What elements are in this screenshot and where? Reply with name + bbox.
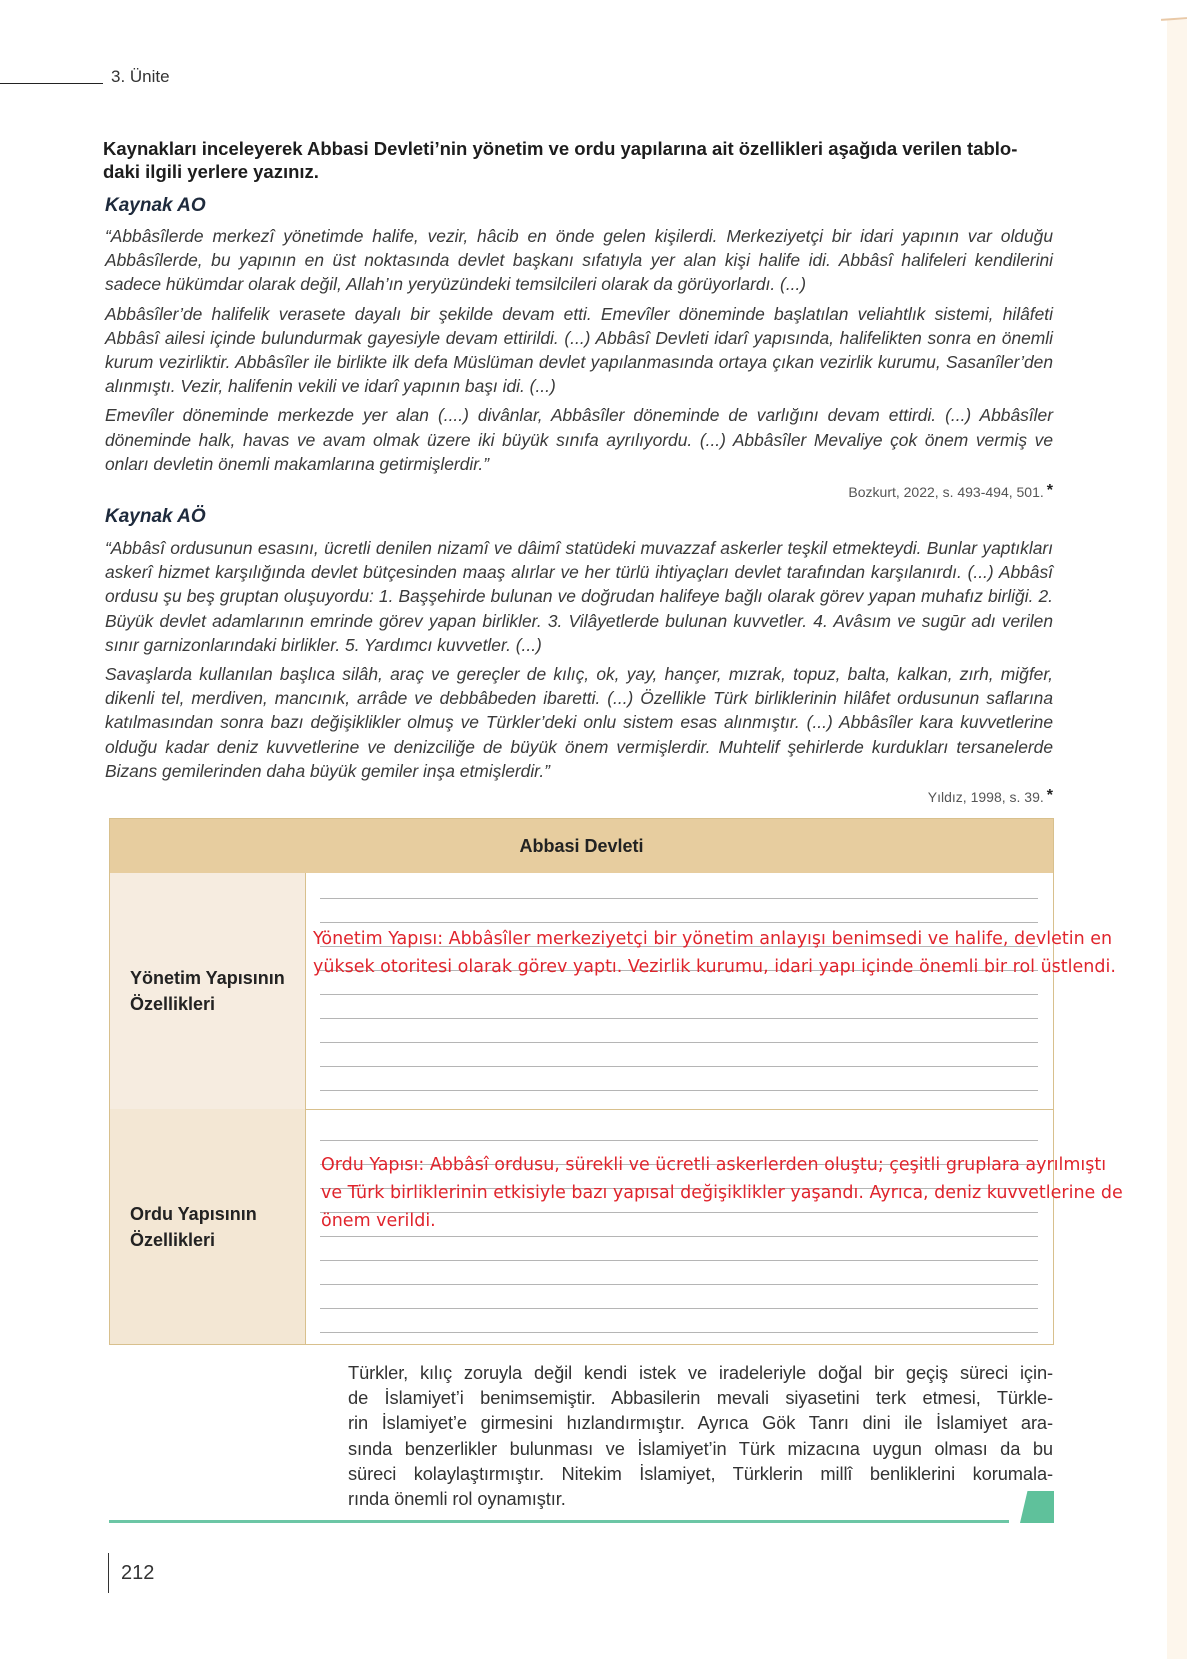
citation-ao — [848, 482, 1053, 500]
page-edge — [1167, 20, 1187, 1659]
table-row-administration — [110, 873, 1116, 1110]
quote-paragraph: Abbâsîler’de halifelik verasete dayalı bir şekilde devam etti. Emevîler döneminde başlatılan veliahtlık sistemi, hilâfeti Abbâsî ailesi içinde bulundurmak gayesiyle devam ettirildi. (...) Abbâsî Devleti idarî yapısında, halifelikten sonra en önemli kurum vezirliktir. Abbâsîler ile birlikte ilk defa Müslüman devlet yapılanmasında ortaya çıkan vezirlik kurumu, Sasanîler’den alınmıştı. Vezir, halifenin vekili ve idarî yapının başı idi. (...) — [105, 303, 1053, 397]
source-title-ao-2: Kaynak AÖ — [105, 506, 206, 527]
writing-line — [320, 1090, 1038, 1091]
quote-paragraph: “Abbâsîlerde merkezî yönetimde halife, vezir, hâcib en önde gelen kişilerdi. Merkeziyetçi bir idari yapının var olduğu Abbâsîlerde, bu yapının en üst noktasında devlet başkanı sıfatıyla yer alan kişi halife idi. Abbâsî halifeleri kendilerini sadece hükümdar olarak değil, Allah’ın yeryüzündeki temsilcileri olarak da görüyorlardı. (...) — [105, 226, 1053, 295]
writing-line — [320, 1018, 1038, 1019]
writing-line — [320, 1140, 1038, 1141]
writing-line — [320, 1260, 1038, 1261]
row-label-army: Ordu Yapısının Özellikleri — [110, 1109, 306, 1344]
writing-line — [320, 1308, 1038, 1309]
writing-line — [320, 1236, 1038, 1237]
source-title-ao: Kaynak AO — [105, 195, 206, 216]
answer-administration[interactable]: Yönetim Yapısı: Abbâsîler merkeziyetçi bir yönetim anlayışı benimsedi ve halife, devletin en yüksek otoritesi olarak görev yaptı. Vezirlik kurumu, idari yapı içinde önemli bir rol üstlendi. — [313, 929, 1116, 977]
table-row-army — [110, 1109, 1123, 1344]
citation-text: Bozkurt, 2022, s. 493-494, 501. — [848, 484, 1044, 500]
writing-line — [320, 994, 1038, 995]
row-label-administration: Yönetim Yapısının Özellikleri — [110, 873, 306, 1109]
citation-mark: * — [1046, 482, 1053, 499]
writing-line — [320, 1066, 1038, 1067]
info-box: Türkler, kılıç zoruyla değil kendi istek ve iradeleriyle doğal bir geçiş süreci için- de İslamiyet’i benimsemiştir. Abbasilerin mevali siyasetini terk etmesi, Türkle- rin İslamiyet’e girmesini hızlandırmıştır. Ayrıca Gök Tanrı dini ile İslamiyet ara- sında benzerlikler bulunması ve İslamiyet’in Türk mizacına uygun olması da bu süreci kolaylaştırmıştır. Nitekim İslamiyet, Türklerin millî benliklerini korumala- rında önemli rol oynamıştır. — [348, 1362, 1053, 1510]
writing-line — [320, 1284, 1038, 1285]
quote-paragraph: Savaşlarda kullanılan başlıca silâh, araç ve gereçler de kılıç, ok, yay, hançer, mızrak, topuz, balta, kalkan, zırh, miğfer, dikenli tel, merdiven, mancınık, arrâde ve debbâbeden ibaretti. (...) Özellikle Türk birliklerinin hilâfet ordusunun saflarına katılmasından sonra bazı değişiklikler olmuş ve Türkler’deki onlu sistem esas alınmıştır. (...) Abbâsîler kara kuvvetlerine olduğu kadar deniz kuvvetlerine ve denizciliğe de büyük önem vermişlerdir. Muhtelif şehirlerde kurdukları tersanelerde Bizans gemilerinden daha büyük gemiler inşa etmişlerdir.” — [105, 664, 1053, 781]
writing-line — [320, 898, 1038, 899]
page-number: 212 — [121, 1562, 155, 1584]
table-header: Abbasi Devleti — [110, 819, 1053, 873]
citation-mark: * — [1046, 787, 1053, 804]
quote-paragraph: “Abbâsî ordusunun esasını, ücretli denilen nizamî ve dâimî statüdeki muvazzaf askerler teşkil etmekteydi. Bunlar yaptıkları askerî hizmet karşılığında devlet bütçesinden maaş alırlar ve her türlü ihtiyaçları devlet tarafından karşılanırdı. (...) Abbâsî ordusu şu beş gruptan oluşuyordu: 1. Başşehirde bulunan ve doğrudan halifeye bağlı olarak görev yapan muhafız birliği. 2. Büyük devlet adamlarının emrinde görev yapan birlikler. 3. Vilâyetlerde bulunan kuvvetler. 4. Avâsım ve sugūr adı verilen sınır garnizonlarındaki birlikler. 5. Yardımcı kuvvetler. (...) — [105, 538, 1053, 655]
writing-line — [320, 1332, 1038, 1333]
info-box-underline — [109, 1520, 1009, 1523]
quote-paragraph: Emevîler döneminde merkezde yer alan (....) divânlar, Abbâsîler döneminde de varlığını devam ettirdi. (...) Abbâsîler döneminde halk, havas ve avam olmak üzere iki büyük sınıfa ayrılıyordu. (...) Abbâsîler Mevaliye çok önem vermiş ve onları devletin önemli makamlarına getirmişlerdir.” — [105, 405, 1053, 474]
unit-label: 3. Ünite — [111, 67, 170, 86]
citation-text: Yıldız, 1998, s. 39. — [927, 789, 1044, 805]
source-quote-ao — [105, 224, 1053, 481]
writing-line — [320, 1042, 1038, 1043]
instruction-text: Kaynakları inceleyerek Abbasi Devleti’nin yönetim ve ordu yapılarına ait özellikleri aşağıda verilen tablo-daki ilgili yerlere yazınız. — [103, 138, 1018, 182]
citation-ao-2 — [928, 787, 1053, 805]
abbasid-table — [109, 818, 1123, 1345]
source-quote-ao-2 — [105, 536, 1053, 788]
answer-army[interactable]: Ordu Yapısı: Abbâsî ordusu, sürekli ve ücretli askerlerden oluştu; çeşitli gruplara ayrılmıştı ve Türk birliklerinin etkisiyle bazı yapısal değişiklikler yaşandı. Ayrıca, deniz kuvvetlerine de önem verildi. — [321, 1155, 1123, 1231]
writing-line — [320, 922, 1038, 923]
header-rule — [0, 83, 103, 84]
page-number-bar — [108, 1553, 109, 1593]
